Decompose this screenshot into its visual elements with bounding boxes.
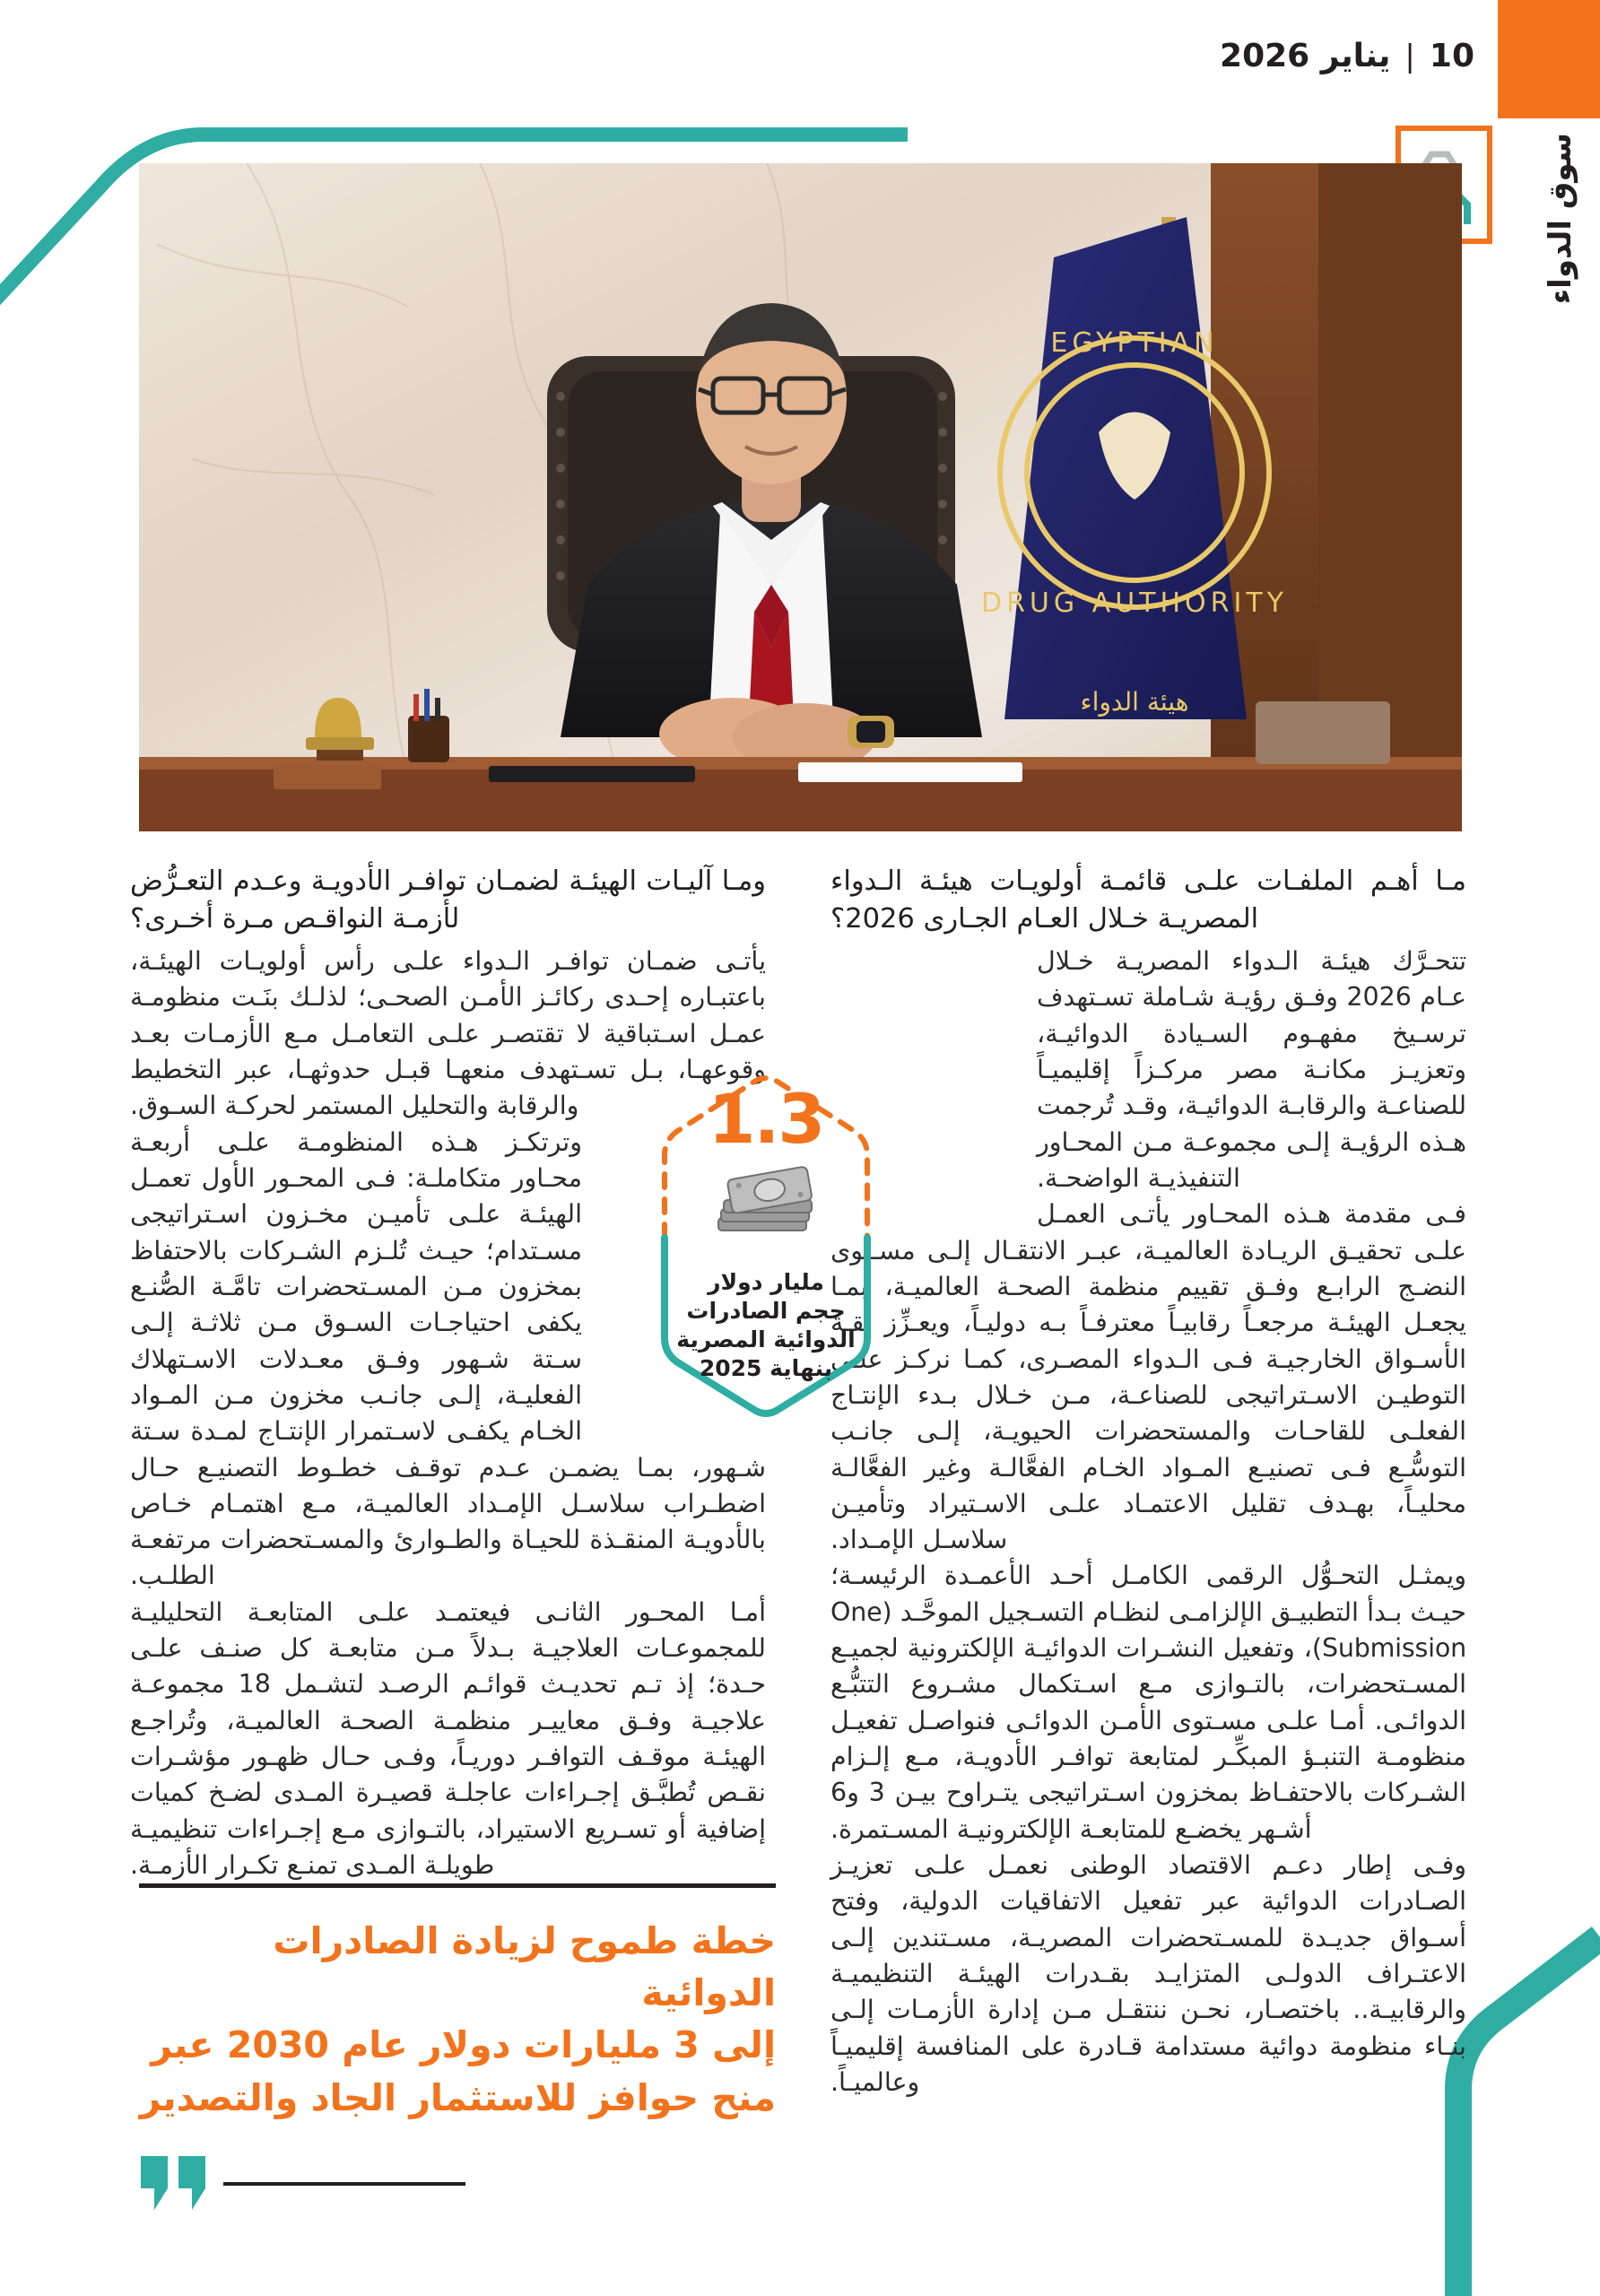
left-paragraph-3: أمـا المحـور الثانـى فيعتمـد علـى المتابعـة التحليليـة للمجموعـات العلاجيـة بـدلاً مـن متابعـة كل صنـف علـى حـدة؛ إذ تـم تحديـث قوائـم الرصـد لتشـمل 18 مجموعـة علاجيـة وفـق معاييـر منظمـة الصحـة العالميـة، وتُراجـع الهيئـة موقـف التوافـر دوريـاً، وفـى حـال ظهـور مؤشـرات نقـص تُطبَّـق إجـراءات عاجلـة قصيـرة المـدى لضـخ كميات إضافية أو تسـريع الاستيراد، بالتـوازى مـع إجـراءات تنظيميـة طويلـة المـدى تمنـع تكـرار الأزمـة. [130,1596,767,1880]
svg-text:DRUG AUTHORITY: DRUG AUTHORITY [980,587,1289,619]
feature-photo-illustration [139,163,1462,831]
page-number: 10 [1429,38,1474,74]
infographic-caption-line-4: بنهاية 2025 [699,1355,833,1381]
interview-question-left: ومـا آليـات الهيئـة لضمـان توافـر الأدويـة وعـدم التعـرُّض لأزمـة النواقـص مـرة أخـرى؟ [130,865,766,935]
orange-corner-block [1498,0,1600,118]
header-separator: | [1404,38,1415,74]
article-column-right [830,863,1466,2100]
left-paragraph-1: يأتـى ضمـان توافـر الـدواء علـى رأس أولويـات الهيئـة، باعتبـاره إحـدى ركائـز الأمـن الصحـى؛ لذلـك بنَـت منظومـة عمـل اسـتباقية لا تقتصـر علـى التعامـل مـع الأزمـات بعـد وقوعهـا، بـل تسـتهدف منعهـا قبـل حدوثهـا، عبر التخطيط والرقابة والتحليل المستمر لحركـة السـوق. [130,946,766,1121]
quotation-mark-icon [139,2154,209,2213]
cash-stack-icon-glyph [713,1166,819,1243]
infographic-caption-line-2: حجم الصادرات [686,1298,846,1324]
infographic-value: 1.3 [708,1079,824,1159]
pull-quote-line-2: إلى 3 مليارات دولار عام 2030 عبر [151,2023,776,2067]
svg-text:هيئة الدواء: هيئة الدواء [1080,687,1189,717]
issue-date: يناير 2026 [1220,38,1391,74]
right-paragraph-2: فـى مقدمة هـذه المحـاور يأتـى العمـل علـى تحقيـق الريـادة العالميـة، عبـر الانتقـال إلـى مسـتوى النضـج الرابـع وفـق تقييم منظمة الصحـة العالميـة، بمـا يجعـل الهيئـة مرجعـاً رقابيـاً معترفـاً بـه دوليـاً، ويعـزِّز ثقـة الأسـواق الخارجيـة فـى الـدواء المصـرى، كمـا نركـز علـى التوطيـن الاسـتراتيجى للصناعـة، مـن خـلال بـدء الإنتـاج الفعلـى للقاحـات والمستحضرات الحيويـة، إلـى جانـب التوسُّـع فـى تصنيـع المـواد الخـام الفعَّالـة وغير الفعَّالـة محليـاً، بهـدف تقليل الاعتمـاد علـى الاسـتيراد وتأميـن سلاسـل الإمـداد. [830,1199,1466,1555]
infographic-caption-line-1: مليار دولار [708,1269,824,1295]
infographic-badge [648,1069,883,1421]
pull-quote-line-1: خطة طموح لزيادة الصادرات الدوائية [273,1919,776,2015]
right-paragraph-4: وفـى إطار دعـم الاقتصاد الوطنى نعمـل علـى تعزيـز الصـادرات الدوائية عبر تفعيل الاتفاقيات الدولية، وفتح أسـواق جديـدة للمسـتحضرات المصريـة، مسـتندين إلـى الاعتـراف الدولـى المتزايـد بقـدرات الهيئـة التنظيميـة والرقابيـة.. باختصـار، نحـن ننتقـل مـن إدارة الأزمـات إلـى بنـاء منظومة دوائية مستدامة قـادرة على المنافسة إقليميـاً وعالميـاً. [830,1849,1466,2097]
cash-stack-icon [648,1166,883,1243]
infographic-caption [648,1268,883,1383]
section-label-vertical [1534,133,1587,384]
infographic-caption-line-3: الدوائية المصرية [676,1326,856,1352]
left-paragraph-2: وترتكـز هـذه المنظومـة علـى أربعـة محـاور متكاملـة: فـى المحـور الأول تعمـل الهيئـة علـى تأميـن مخـزون اسـتراتيجى مسـتدام؛ حيـث تُلـزم الشـركات بالاحتفاظ بمخزون مـن المسـتحضرات تامَّـة الصُّنـع يكفى احتياجـات السـوق مـن ثلاثـة إلـى سـتة شـهور وفـق معـدلات الاسـتهلاك الفعليـة، إلـى جانـب مخزون مـن المـواد الخـام يكفـى لاسـتمرار الإنتـاج لمـدة سـتة شـهور، بمـا يضمـن عـدم توقـف خطـوط التصنيـع حـال اضطـراب سلاسـل الإمـداد العالميـة، مـع اهتمـام خـاص بالأدويـة المنقـذة للحيـاة والطـوارئ والمسـتحضرات مرتفعـة الطلـب. [130,1126,766,1591]
section-label-text: سوق الدواء [1543,133,1578,305]
right-paragraph-3: ويمثـل التحـوُّل الرقمى الكامـل أحـد الأعمـدة الرئيسـة؛ حيـث بـدأ التطبيـق الإلزامـى لنظـام التسـجيل الموحَّـد (One Submission)، وتفعيل النشـرات الدوائيـة الإلكترونية لجميـع المسـتحضرات، بالتـوازى مـع اسـتكمال مشـروع التتبُّـع الدوائـى. أمـا علـى مسـتوى الأمـن الدوائـى فنواصـل تفعيـل منظومـة التنبـؤ المبكِّـر لمتابعة توافـر الأدويـة، مـع إلـزام الشـركات بالاحتفـاظ بمخزون اسـتراتيجى يتـراوح بيـن 3 و6 أشـهر يخضـع للمتابعـة الإلكترونيـة المسـتمرة. [830,1561,1466,1844]
interview-question-right: مـا أهـم الملفـات علـى قائمـة أولويـات هيئـة الـدواء المصريـة خـلال العـام الجـارى 2026؟ [830,865,1466,935]
pull-quote-block [139,1883,776,2213]
pull-quote-top-rule [139,1883,776,1888]
pull-quote-bottom-rule [223,2182,465,2186]
svg-text:EGYPTIAN: EGYPTIAN [1050,327,1219,359]
right-paragraph-1: تتحـرَّك هيئـة الـدواء المصريـة خـلال عـام 2026 وفـق رؤيـة شـاملة تسـتهدف ترسـيخ مفهـوم السـيادة الدوائيـة، وتعزيـز مكانـة مصر مركـزاً إقليميـاً للصناعـة والرقابـة الدوائيـة، وقـد تُرجمت هـذه الرؤيـة إلـى مجموعـة مـن المحـاور التنفيذيـة الواضحـة. [1037,946,1466,1194]
pull-quote-footer [139,2154,776,2213]
pull-quote-line-3: منح حوافز للاستثمار الجاد والتصدير [139,2075,776,2119]
quotation-mark-glyph [139,2154,209,2210]
page-header-meta [1220,38,1474,74]
feature-photo [139,163,1462,831]
